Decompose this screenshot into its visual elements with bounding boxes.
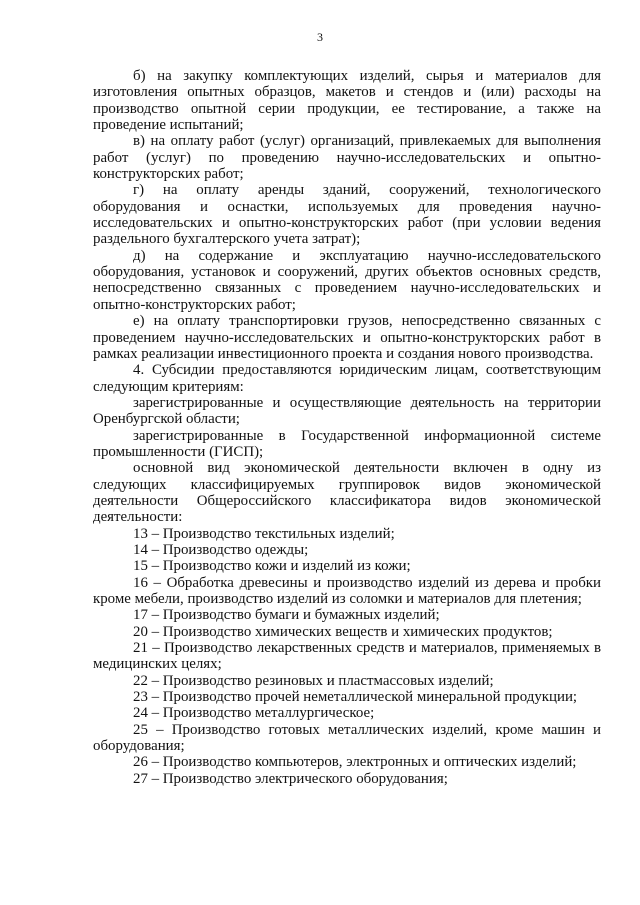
paragraph-section-4: 4. Субсидии предоставляются юридическим лицам, соответствующим следующим критериям: (93, 362, 601, 395)
okved-item-20: 20 – Производство химических веществ и химических продуктов; (133, 623, 553, 640)
criterion-registered-gisp: зарегистрированные в Государственной информационной системе промышленности (ГИСП); (93, 427, 601, 460)
okved-item-16: 16 – Обработка древесины и производство изделий из дерева и пробки кроме мебели, производство изделий из соломки и материалов для плетения; (93, 574, 601, 607)
okved-item-14: 14 – Производство одежды; (133, 541, 309, 558)
okved-item-27: 27 – Производство электрического оборудования; (133, 770, 448, 787)
okved-item-23: 23 – Производство прочей неметаллической минеральной продукции; (133, 689, 578, 706)
okved-item-13: 13 – Производство текстильных изделий; (133, 525, 395, 542)
paragraph-e: е) на оплату транспортировки грузов, непосредственно связанных с проведением научно-исследовательских и опытно-конструкторских работ в рамках реализации инвестиционного проекта и создания нового производства. (93, 313, 601, 362)
paragraph-b: б) на закупку комплектующих изделий, сырья и материалов для изготовления опытных образцов, макетов и стендов и (или) расходы на производство опытной серии продукции, ее тестирование, а также на проведение испытаний; (93, 68, 601, 134)
okved-item-24: 24 – Производство металлургическое; (133, 705, 375, 722)
paragraph-v: в) на оплату работ (услуг) организаций, привлекаемых для выполнения работ (услуг) по проведению научно-исследовательских и опытно-конструкторских работ; (93, 133, 601, 183)
criterion-registered-orenburg: зарегистрированные и осуществляющие деятельность на территории Оренбургской области; (93, 394, 601, 428)
okved-item-22: 22 – Производство резиновых и пластмассовых изделий; (133, 672, 494, 689)
document-body (93, 68, 601, 787)
paragraph-g: г) на оплату аренды зданий, сооружений, технологического оборудования и оснастки, используемых для проведения научно-исследовательских и опытно-конструкторских работ (при условии ведения раздельного бухгалтерского учета затрат); (93, 182, 601, 248)
paragraph-d: д) на содержание и эксплуатацию научно-исследовательского оборудования, установок и сооружений, других объектов основных средств, непосредственно связанных с проведением научно-исследовательских и опытно-конструкторских работ; (93, 247, 601, 313)
okved-item-17: 17 – Производство бумаги и бумажных изделий; (133, 607, 440, 624)
okved-item-25: 25 – Производство готовых металлических изделий, кроме машин и оборудования; (93, 721, 601, 755)
okved-item-15: 15 – Производство кожи и изделий из кожи; (133, 558, 411, 575)
okved-item-21: 21 – Производство лекарственных средств и материалов, применяемых в медицинских целях; (93, 640, 601, 673)
page-number: 3 (317, 30, 323, 44)
okved-item-26: 26 – Производство компьютеров, электронных и оптических изделий; (133, 754, 577, 771)
criterion-okved: основной вид экономической деятельности включен в одну из следующих классифицируемых группировок видов экономической деятельности Общероссийского классификатора видов экономической деятельности: (93, 460, 601, 526)
